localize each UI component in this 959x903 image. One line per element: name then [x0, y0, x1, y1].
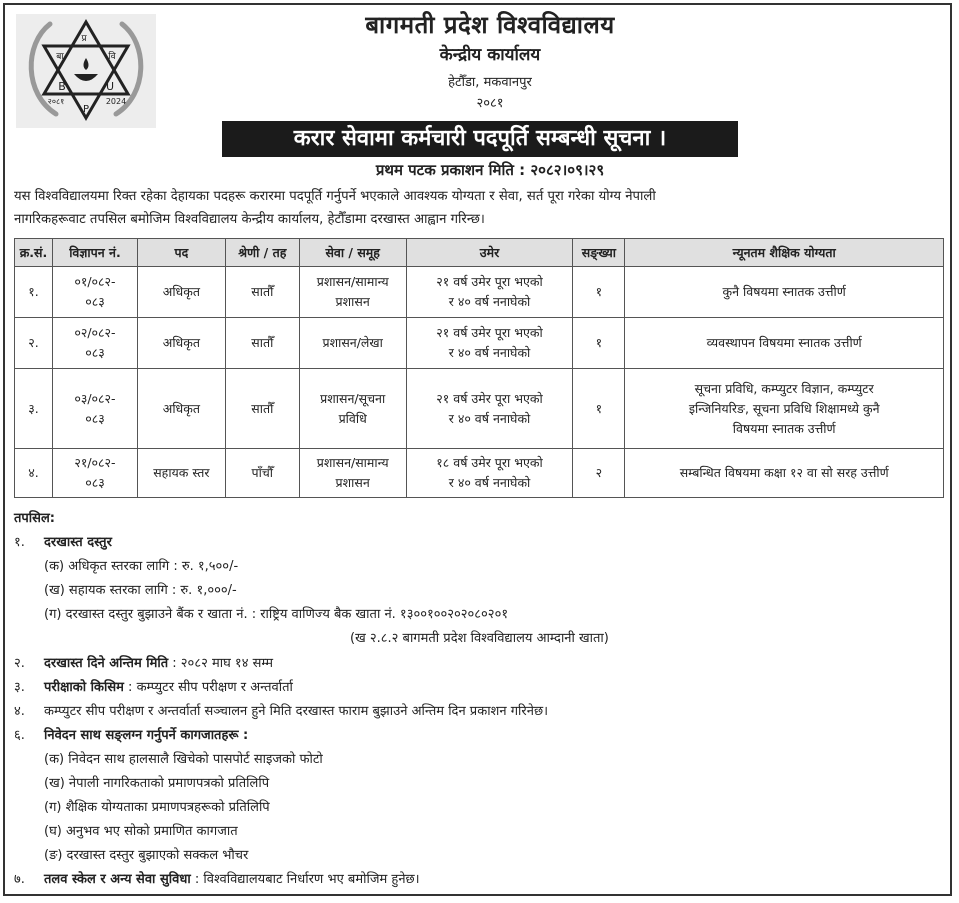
cell-qualification: व्यवस्थापन विषयमा स्नातक उत्तीर्ण	[625, 318, 944, 369]
item-label: दरखास्त दिने अन्तिम मिति	[44, 656, 169, 671]
item-label: परीक्षाको किसिम	[44, 680, 124, 695]
cell-age	[406, 267, 573, 318]
item-number: ६.	[14, 728, 25, 743]
intro-paragraph	[14, 185, 944, 231]
document-experience: (घ) अनुभव भए सोको प्रमाणित कागजात	[44, 824, 238, 839]
cell-service	[299, 449, 406, 498]
header-post: पद	[137, 239, 225, 267]
cell-serial: ४.	[15, 449, 53, 498]
item-number: ४.	[14, 704, 25, 719]
adv-no-part: ०८३	[85, 410, 105, 426]
table-row	[15, 369, 944, 449]
item-value: : कम्प्युटर सीप परीक्षण र अन्तर्वार्ता	[123, 680, 293, 695]
qualification-part: इन्जिनियरिङ, सूचना प्रविधि शिक्षामध्ये कुनै	[688, 400, 880, 416]
table-row	[15, 318, 944, 369]
header-service: सेवा / समूह	[299, 239, 406, 267]
cell-adv-no	[52, 369, 137, 449]
item-value: : २०८२ माघ १४ सम्म	[168, 656, 274, 671]
cell-level: सातौँ	[225, 267, 299, 318]
item-number: १.	[14, 535, 25, 550]
university-name: बागमती प्रदेश विश्वविद्यालय	[365, 11, 615, 39]
age-part: र ४० वर्ष ननाघेको	[448, 294, 531, 309]
cell-age	[406, 318, 573, 369]
table-row	[15, 267, 944, 318]
cell-service: प्रशासन/लेखा	[299, 318, 406, 369]
cell-count: २	[573, 449, 625, 498]
age-part: २१ वर्ष उमेर पूरा भएको	[436, 325, 543, 340]
header-serial: क्र.सं.	[15, 239, 53, 267]
cell-service	[299, 369, 406, 449]
adv-no-part: ०१/०८२-	[74, 274, 116, 289]
university-logo	[16, 14, 156, 128]
adv-no-part: ०३/०८२-	[74, 390, 116, 406]
item-number: ७.	[14, 872, 25, 887]
service-part: प्रविधि	[338, 410, 367, 426]
cell-post: अधिकृत	[137, 267, 225, 318]
adv-no-part: २१/०८२-	[74, 455, 116, 470]
item-title: निवेदन साथ सङ्लग्न गर्नुपर्ने कागजातहरू :	[44, 728, 249, 743]
intro-line: यस विश्वविद्यालयमा रिक्त रहेका देहायका पदहरू करारमा पदपूर्ति गर्नुपर्ने भएकाले आवश्यक योग्यता र सेवा, सर्त पूरा गरेका योग्य नेपाली	[14, 189, 656, 204]
star-lamp-emblem-icon	[16, 14, 156, 128]
cell-level: पाँचौँ	[225, 449, 299, 498]
adv-no-part: ०८३	[85, 475, 105, 490]
item-label: तलव स्केल र अन्य सेवा सुविधा	[44, 872, 191, 887]
item-number: २.	[14, 656, 25, 671]
table-row	[15, 449, 944, 498]
cell-serial: १.	[15, 267, 53, 318]
fee-officer: (क) अधिकृत स्तरका लागि : रु. १,५००/-	[44, 559, 239, 574]
table-header-row	[15, 239, 944, 267]
publication-date: प्रथम पटक प्रकाशन मिति : २०८२।०९।२९	[375, 161, 605, 179]
cell-count: १	[573, 267, 625, 318]
svg-text:B: B	[58, 80, 66, 93]
age-part: १८ वर्ष उमेर पूरा भएको	[436, 455, 543, 470]
document-citizenship: (ख) नेपाली नागरिकताको प्रमाणपत्रको प्रतिलिपि	[44, 776, 270, 791]
cell-serial: ३.	[15, 369, 53, 449]
adv-no-part: ०८३	[85, 345, 105, 360]
item-text: कम्प्युटर सीप परीक्षण र अन्तर्वार्ता सञ्चालन हुने मिति दरखास्त फाराम बुझाउने अन्तिम दिन प्रकाशन गरिनेछ।	[44, 704, 548, 719]
cell-age	[406, 449, 573, 498]
header-adv-no: विज्ञापन नं.	[52, 239, 137, 267]
cell-post: सहायक स्तर	[137, 449, 225, 498]
service-part: प्रशासन	[335, 294, 370, 309]
qualification-part: विषयमा स्नातक उत्तीर्ण	[732, 420, 836, 436]
details-heading: तपसिल:	[14, 511, 55, 526]
header-age: उमेर	[406, 239, 573, 267]
service-part: प्रशासन/सामान्य	[316, 455, 389, 470]
age-part: र ४० वर्ष ननाघेको	[448, 475, 531, 490]
cell-count: १	[573, 318, 625, 369]
svg-text:वि: वि	[108, 52, 116, 62]
notice-year: २०८१	[476, 96, 504, 111]
cell-count: १	[573, 369, 625, 449]
document-photo: (क) निवेदन साथ हालसालै खिचेको पासपोर्ट साइजको फोटो	[44, 752, 323, 767]
cell-qualification: सम्बन्धित विषयमा कक्षा १२ वा सो सरह उत्तीर्ण	[625, 449, 944, 498]
service-part: प्रशासन/सूचना	[320, 390, 386, 406]
svg-text:P: P	[82, 104, 90, 115]
intro-line: नागरिकहरूवाट तपसिल बमोजिम विश्वविद्यालय केन्द्रीय कार्यालय, हेटौँडामा दरखास्त आह्वान गरिन्छ।	[14, 212, 485, 227]
cell-age	[406, 369, 573, 449]
office-name: केन्द्रीय कार्यालय	[439, 45, 541, 65]
fee-bank-note: (ख २.८.२ बागमती प्रदेश विश्वविद्यालय आम्दानी खाता)	[350, 631, 609, 646]
cell-adv-no	[52, 449, 137, 498]
notice-title: करार सेवामा कर्मचारी पदपूर्ति सम्बन्धी सूचना ।	[222, 121, 738, 157]
cell-qualification: कुनै विषयमा स्नातक उत्तीर्ण	[625, 267, 944, 318]
fee-bank-account: (ग) दरखास्त दस्तुर बुझाउने बैंक र खाता नं. : राष्ट्रिय वाणिज्य बैक खाता नं. १३००१००२०२०८०२०१	[44, 607, 509, 622]
cell-post: अधिकृत	[137, 318, 225, 369]
item-salary	[14, 869, 420, 891]
item-documents-heading	[14, 725, 248, 747]
item-value: : विश्वविद्यालयबाट निर्धारण भए बमोजिम हुनेछ।	[190, 872, 420, 887]
cell-adv-no	[52, 267, 137, 318]
cell-level: सातौँ	[225, 318, 299, 369]
vacancy-table	[14, 238, 944, 498]
cell-post: अधिकृत	[137, 369, 225, 449]
header-qualification: न्यूनतम शैक्षिक योग्यता	[625, 239, 944, 267]
office-location: हेटौँडा, मकवानपुर	[448, 75, 532, 90]
document-voucher: (ङ) दरखास्त दस्तुर बुझाएको सक्कल भौचर	[44, 848, 249, 863]
cell-serial: २.	[15, 318, 53, 369]
age-part: र ४० वर्ष ननाघेको	[448, 345, 531, 360]
service-part: प्रशासन	[335, 475, 370, 490]
item-number: ३.	[14, 680, 25, 695]
header-level: श्रेणी / तह	[225, 239, 299, 267]
svg-text:2024: 2024	[105, 97, 127, 106]
item-deadline	[14, 653, 273, 675]
item-title: दरखास्त दस्तुर	[44, 535, 112, 550]
age-part: र ४० वर्ष ननाघेको	[448, 410, 531, 426]
header-count: सङ्ख्या	[573, 239, 625, 267]
service-part: प्रशासन/सामान्य	[316, 274, 389, 289]
item-exam-type	[14, 677, 293, 699]
svg-text:U: U	[105, 80, 115, 93]
item-exam-date	[14, 701, 548, 723]
age-part: २१ वर्ष उमेर पूरा भएको	[436, 390, 543, 406]
age-part: २१ वर्ष उमेर पूरा भएको	[436, 274, 543, 289]
cell-adv-no	[52, 318, 137, 369]
svg-text:२०८१: २०८१	[47, 97, 65, 106]
adv-no-part: ०८३	[85, 294, 105, 309]
adv-no-part: ०२/०८२-	[74, 325, 116, 340]
svg-text:प्र: प्र	[81, 34, 87, 44]
cell-service	[299, 267, 406, 318]
qualification-part: सूचना प्रविधि, कम्प्युटर विज्ञान, कम्प्युटर	[694, 380, 874, 396]
item-fee-heading	[14, 532, 112, 554]
document-certificates: (ग) शैक्षिक योग्यताका प्रमाणपत्रहरूको प्रतिलिपि	[44, 800, 270, 815]
fee-assistant: (ख) सहायक स्तरका लागि : रु. १,०००/-	[44, 583, 237, 598]
cell-qualification	[625, 369, 944, 449]
cell-level: सातौँ	[225, 369, 299, 449]
svg-text:बा: बा	[56, 52, 64, 62]
